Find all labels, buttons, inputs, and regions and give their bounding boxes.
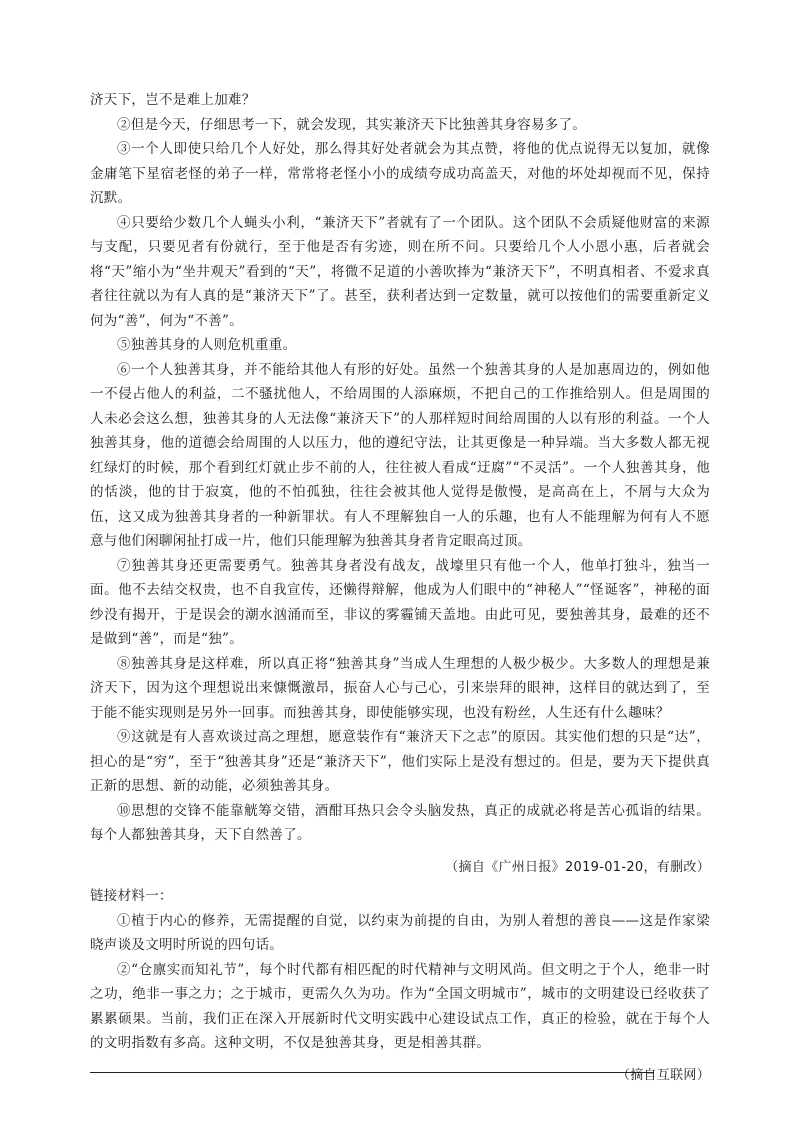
paragraph-2: ②但是今天，仔细思考一下，就会发现，其实兼济天下比独善其身容易多了。: [117, 116, 587, 133]
paragraph-5: ⑤独善其身的人则危机重重。: [117, 337, 297, 353]
link-material-heading: 链接材料一：: [90, 888, 173, 904]
paragraph-6: ⑥一个人独善其身，并不能给其他人有形的好处。虽然一个独善其身的人是加惠周边的，例如他一不侵占他人的利益，二不骚扰他人，不给周围的人添麻烦，不把自己的工作推给别人。但是周围的人未必会这么想，独善其身的人无法像“兼济天下”的人那样短时间给周围的人以有形的利益。一个人独善其身，他的道德会给周围的人以压力，他的遵纪守法，让其更像是一种异端。当大多数人都无视红绿灯的时候，那个看到红灯就止步不前的人，往往被人看成“迂腐”“不灵活”。一个人独善其身，他的恬淡，他的甘于寂寞，他的不怕孤独，往往会被其他人觉得是傲慢，是高高在上，不屑与大众为伍，这又成为独善其身者的一种新罪状。有人不理解独自一人的乐趣，也有人不能理解为何有人不愿意与他们闲聊闲扯打成一片，他们只能理解为独善其身者肯定眼高过顶。: [90, 361, 710, 549]
document-page: [90, 88, 710, 1092]
bottom-divider-line: [90, 1072, 654, 1073]
paragraph-7: ⑦独善其身还更需要勇气。独善其身者没有战友，战壕里只有他一个人，他单打独斗，独当一面。他不去结交权贵，也不自我宣传，还懒得辩解，他成为人们眼中的“神秘人”“怪诞客”，神秘的面纱没有揭开，于是误会的潮水汹涌而至，非议的雾霾铺天盖地。由此可见，要独善其身，最难的还不是做到“善”，而是“独”。: [90, 557, 710, 647]
paragraph-8: ⑧独善其身是这样难，所以真正将“独善其身”当成人生理想的人极少极少。大多数人的理想是兼济天下，因为这个理想说出来慷慨激昂，振奋人心与己心，引来崇拜的眼神，这样目的就达到了，至于能不能实现则是另外一回事。而独善其身，即使能够实现，也没有粉丝，人生还有什么趣味？: [90, 655, 710, 721]
paragraph-4: ④只要给少数几个人蝇头小利，“兼济天下”者就有了一个团队。这个团队不会质疑他财富的来源与支配，只要见者有份就行，至于他是否有劣迹，则在所不问。只要给几个人小恩小惠，后者就会将“天”缩小为“坐井观天”看到的“天”，将微不足道的小善吹捧为“兼济天下”，不明真相者、不爱求真者往往就以为有人真的是“兼济天下”了。甚至，获利者达到一定数量，就可以按他们的需要重新定义何为“善”，何为“不善”。: [90, 214, 710, 329]
paragraph-3: ③一个人即使只给几个人好处，那么得其好处者就会为其点赞，将他的优点说得无以复加，就像金庸笔下星宿老怪的弟子一样，常常将老怪小小的成绩夸成功高盖天，对他的坏处却视而不见，保持沉默。: [90, 141, 710, 206]
link-source: （摘自互联网）: [616, 1067, 710, 1083]
paragraph-continuation: 济天下，岂不是难上加难？: [90, 92, 256, 108]
link-paragraph-1: ①植于内心的修养，无需提醒的自觉，以约束为前提的自由，为别人着想的善良——这是作家梁晓声谈及文明时所说的四句话。: [90, 912, 710, 953]
article-source: （摘自《广州日报》2019-01-20，有删改）: [445, 859, 710, 875]
link-paragraph-2: ②“仓廪实而知礼节”，每个时代都有相匹配的时代精神与文明风尚。但文明之于个人，绝非一时之功，绝非一事之力；之于城市，更需久久为功。作为“全国文明城市”，城市的文明建设已经收获了累累硕果。当前，我们正在深入开展新时代文明实践中心建设试点工作，真正的检验，就在于每个人的文明指数有多高。这种文明，不仅是独善其身，更是相善其群。: [90, 961, 710, 1051]
paragraph-9: ⑨这就是有人喜欢谈过高之理想，愿意装作有“兼济天下之志”的原因。其实他们想的只是“达”，担心的是“穷”，至于“独善其身”还是“兼济天下”，他们实际上是没有想过的。但是，要为天下提供真正新的思想、新的动能，必须独善其身。: [90, 729, 710, 794]
paragraph-10: ⑩思想的交锋不能靠觥筹交错，酒酣耳热只会令头脑发热，真正的成就必将是苦心孤诣的结果。每个人都独善其身，天下自然善了。: [90, 802, 710, 843]
